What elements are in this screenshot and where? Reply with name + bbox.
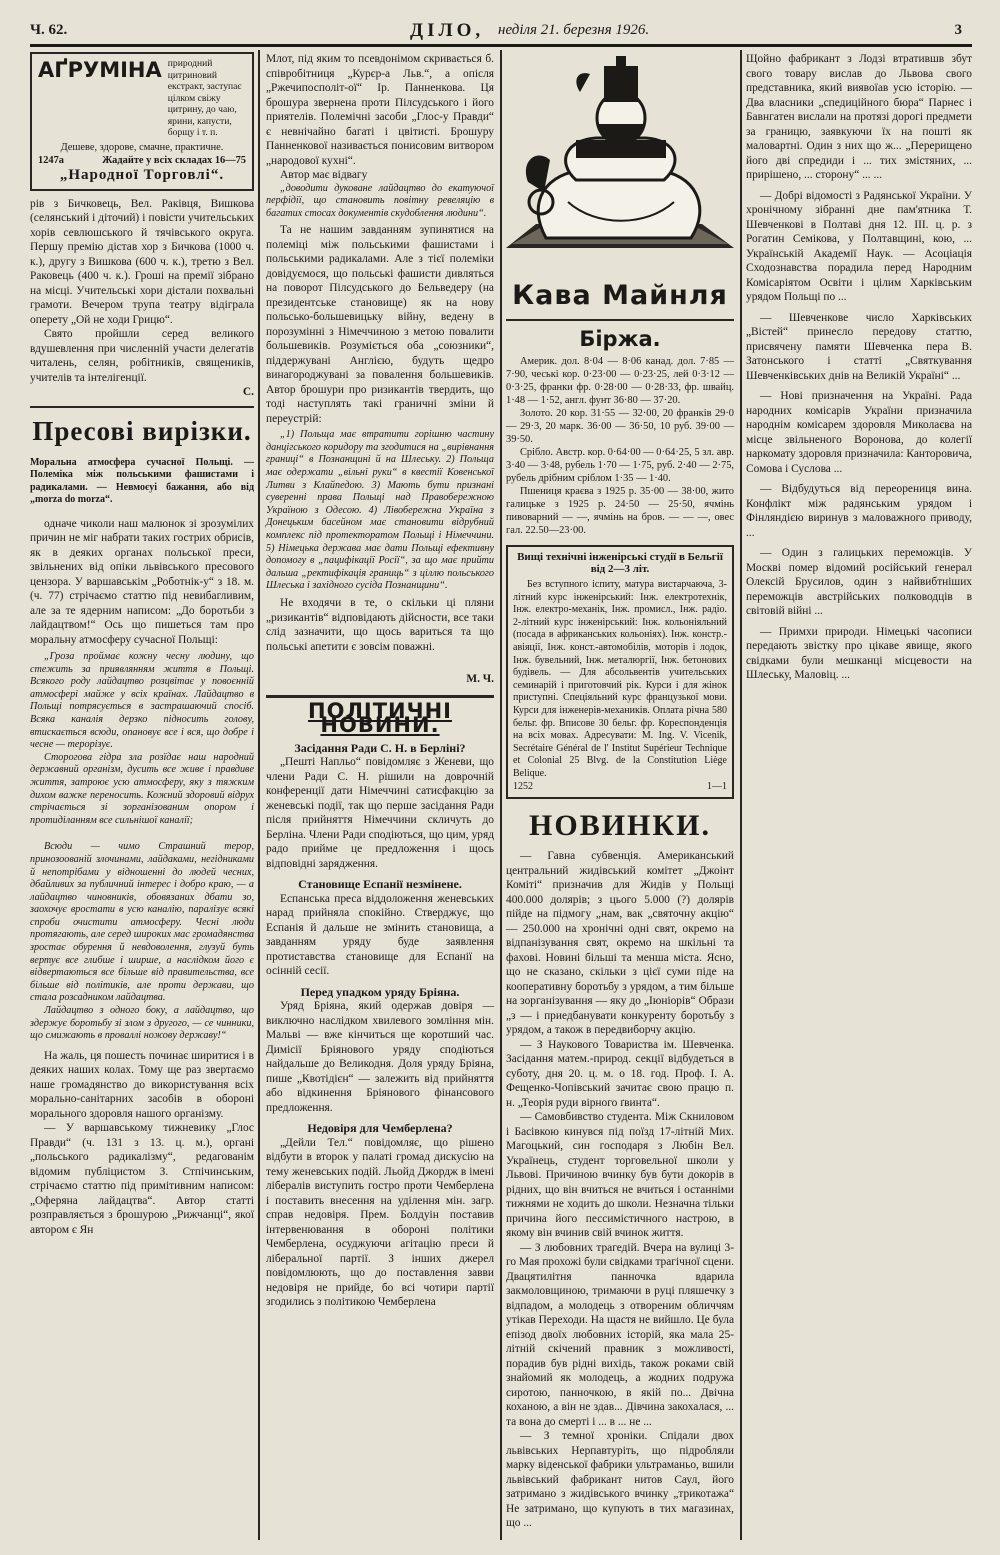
ad-title: АҐРУМІНА (38, 58, 162, 82)
exchange-heading: Біржа. (579, 327, 661, 351)
article-quote: „1) Польща має втратити горішню частину данцігського коридору та згодитися на „вирівнання границі“ в Познанщині й на Шлеську. 2) Польща має одержати „вільні руки“ в квестії Ковенської Литви з Клайпедою. 3) Мають бути признані суверенні права Польщі над Правобережною Україною з Одесою. 4) Лівобережна Україна з Донецьким басейном має становити відрубний комплекс під протекторатом Польщі і Німеччини. 5) Німецька держава має дати Польщі ефективну допомогу в „пацифікації Росії“, за що має прийти дальша „ректифікація границь“ з ціллю польського Шлеська і західного сусіда Познанщини“. (266, 429, 494, 592)
news-item: — Самовбивство студента. Між Скниловом і Басівкою кинувся під поїзд 17-літній Мих. Магоцький, син господаря з Любін Вел. Українець, студент торговельної школи у Львові. Причиною вчинку був бути докорів в рідних, що він вчиться не вчиться і останніми тижнями не ходить до школи. Незначна тільки причина його пессимістичного настрою, в якому він вчинив свій вчинок життя. (506, 1111, 734, 1240)
newspaper-title: ДІЛО, (410, 20, 485, 41)
gold-rates: Золото. 20 кор. 31·55 — 32·00, 20 франків 29·0 — 29·3, 20 марк. 36·00 — 36·50, 10 руб. 39·00 — 39·50. (506, 408, 734, 445)
news-item: — Шевченкове число Харківських „Вістей“ принесло передову статтю, присвячену памяти Шевченка пера В. Затонського і статті „Святкування Шевченківських днів на Великій Україні“ ... (746, 311, 972, 382)
report-article (30, 197, 254, 400)
press-subheading: Моральна атмосфера сучасної Польщі. — Полеміка між польськими фашистами і радикалами. — Невмоєуі бажання, або від „morza do morza“. (30, 456, 254, 505)
currency-rates: Америк. дол. 8·04 — 8·06 канад. дол. 7·85 — 7·90, чеські кор. 0·23·00 — 0·23·25, лей 0·3·12 — 0·3·25, франки фр. 0·28·00 — 0·28·33, фр. швайц. 1·48 — 1·52, англ. фунт 36·80 — 37·20. (506, 356, 734, 406)
agrumina-ad (30, 52, 254, 191)
silver-rates: Срібло. Австр. кор. 0·64·00 — 0·64·25, 5 зл. авр. 3·40 — 3·48, рубель 1·70 — 1·75, руб. 2·40 — 2·75, рубель дрібним сріблом 1·35 — 1·40. (506, 447, 734, 484)
article-paragraph: Та не нашим завданням зупинятися на полеміці між польськими фашистами і польськими радикалами. Але з тієї полеміки довідуємося, що польські фашисти дивляться на поворот Пілсудського до Бельведеру (на президентське становище) як на нову польсько-большевицьку війну, ведену в порозумінні з Німеччиною з метою повалити большевиків. Розуміється оба „союзники“, піддержувані Англією, будуть щедро винагороджувані за повалення большевиків. Автор брошури про ризикантів твердить, що тоді наступлять такі граничні зміни й переустрій: (266, 224, 494, 425)
article-quote: „доводити дуковане лайдацтво до екатуючої перфідії, що становить повітну ревеляцію в багатих стосах документів скудоблення людини“. (266, 182, 494, 219)
press-quote: Сторогова гідра зла розїдає наш народний державний організм, дусить все живе і правдиве життя, затроює усю атмосферу, яку з тяжким дихом важке переносить. Кожний здоровий відрух стрічається зі зорганізованим опором і протиділанням все сильнішої каналії; (30, 751, 254, 826)
section-rule (30, 406, 254, 408)
press-article (30, 517, 254, 1238)
news-item: — Добрі відомості з Радянської України. У хронічному зібранні дне пам'ятника Т. Шевченкові в Полтаві дня 12. ІІІ. ц. р. з Рогатин Семікова, у Полтавщині, кою, ... Українській Академії Наук. — Асоціація Сходознавства порадила перед Народним Комісаріятом Освіти і цілим Харківським урядом Польщі по ... (746, 189, 972, 303)
news-paragraph: Уряд Бріяна, який одержав довіря — виключно наслідком хвилевого зомління мін. Мальві — вже кінчиться ще коротший час. Димісії Бріянового уряду сподіються найдальше до Великодня. Доля уряду Бріяна, пише „Квотідієн“ — залежить від прийняття або відкинення Бріянового фінансового предложення. (266, 1000, 494, 1114)
press-quote: „Гроза проймає кожну чесну людину, що стежить за приявлянням життя в Польщі. Всякого роду лайдацтво розцвітає у повоєнній атмосфері майже у всіх країнах. Лайдацтво в Польщі потрясується в застрашаючий спосіб. Всяка каналія дерзко підносить голову, втискається всюди, опановує все і вся, що добре і чесне — терорізує. (30, 651, 254, 751)
column-rule (258, 50, 260, 1540)
news-item: — Відбудуться від переорениця вина. Конфлікт між радянським урядом і Фінляндією виринув з маловажного приводу, ... (746, 483, 972, 539)
news-item: — Нові призначення на Україні. Рада народних комісарів України призначила народнім комісарем здоровля Миколаєва на місце звільненого Воронова, до колегії наркомату здоровля призначила: Канторовича, Сомова і Суслова ... (746, 390, 972, 475)
issue-number: Ч. 62. (30, 22, 68, 38)
news-item: — З темної хроніки. Спідали двох львівських Нерпавтуріть, що підробляли марку віденської фабрики ультраманьо, вшили львівський фабрикант нитов Саул, його затримано з жидівського вчинку „трикотажа“ Не затримано, що купують в тих магазинах, що ... (506, 1430, 734, 1530)
press-clippings-heading: Пресові вирізки. (32, 415, 252, 446)
ad-body: природний цитриновий екстракт, заступає цілком свіжу цитрину, до чаю, ярини, капусти, борщу і т. п. (167, 58, 242, 138)
blank-space (30, 827, 254, 841)
press-paragraph: — У варшавському тижневику „Глос Правди“ (ч. 131 з 13. ц. м.), органі „польського радикалізму“, редагованім відомим публіцистом З. Стпічинським, стрічаємо статтю під примітивним написом: „Оферяна лайдацтва“. Автор статті розправляється з брошурою „Рижчанці“, якої автором є Ян (30, 1122, 254, 1236)
news-item: Щойно фабрикант з Лодзі втратившв збут свого товару вислав до Львова свого представника, який виявоїав усю історію. — Два власники „спедиційного бюра“ Парнес і Бавнгатен вислали на протязі дорогі предмети за границю, заявкуючи їх на пошті як маловартні. Один з них що ж... „Перерищено його дві спредиди і ... тих змістяних, ... прирішено, ... сторону“ ... ... (746, 53, 972, 181)
grain-rates: Пшениця краєва з 1925 р. 35·00 — 38·00, жито галицьке з 1925 р. 24·50 — 25·50, ячмінь пивоварний — —, ячмінь на бров. — — —, овес гал. 22.50—23·00. (506, 486, 734, 536)
news-item: — Гавна субвенція. Американський центральний жидівський комітет „Джоінт Коміті“ призначив для Жидів у Польщі 400.000 долярів; з цього 5.000 (?) долярів пійде на підмогу „нам, вак „святочну акцію“ — 250.000 на хронічні одні свят, окремо на відпанізування свят, окремо на шкільні та фахові. Новині більші та менша міста. Ясно, що не сказано, скільки з цієї суми піде на кооперативну боротьбу з урядом, а тим більше на зорганізування — яку до „Іюніорів“ Образи „з — і приедбанувати конкуренту боротьбу з урядом, а також в передвиборчу акцію. (506, 850, 734, 1037)
news-item: — Примхи природи. Німецькі часописи передають звістку про цікаве явище, якого свідками були мешканці місцевости на Шлеську, Маловіц. ... (746, 625, 972, 681)
news-heading: НОВИНКИ. (529, 809, 711, 843)
ad-code-2: 1—1 (707, 780, 727, 792)
ad-brand: „Народної Торговлі“. (59, 166, 225, 183)
column-3 (506, 52, 734, 1531)
ad-body (513, 579, 727, 793)
coffee-ad-title: Кава Майнля (512, 280, 728, 311)
column-rule (740, 50, 742, 1540)
news-paragraph: „Пешті Напльо“ повідомляє з Женеви, що члени Ради С. Н. рішили на доврочній конференції дати Німеччині сатисфакцію за женевські події, так що перше засідання Ради після прийняття Німеччини скличуть до Берліна. Члени Ради сподіються, що цим, уряд радо прийме це предложення і щось відповідні зарядження. (266, 756, 494, 870)
header-rule (30, 44, 972, 47)
news-item: — З Наукового Товариства ім. Шевченка. Засідання матем.-природ. секції відбудеться в суботу, дня 20. ц. м. о 18. год. Проф. І. А. Фещенко-Чопівський зачитає свою працю п. н. „Теорія руди вірного ґвинта“. (506, 1038, 734, 1109)
news-paragraph: „Дейли Тел.“ повідомляє, що рішено відбути в второк у палаті громад дискусію на тему женевських подій. Льойд Джордж в імені лібералів виступить гостро проти Чемберлена і поставить внесення на уділення мін. загр. справ недовіря. Прем. Болдуін поставив інтервенювання в обороні політики Чемберлена, осуджуючи агітацію преси й ліберальної партії. З інших джерел повідомлюють, що до поставлення завви недовіря не прийде, бо всі чотири партії згодились з політикою Чемберлена (266, 1136, 494, 1308)
news-item: — Один з галицьких переможців. У Москві помер відомий російський генерал Олексій Брусилов, один з найвибтніших переможців австрійських полководців в світовій війні ... (746, 547, 972, 617)
news-headline: Перед упадком уряду Бріяна. (300, 984, 460, 999)
ad-code: 1252 (513, 780, 533, 792)
press-quote: Всюди — чимо Страшний терор, принозоованій злочинами, лайдаками, негідниками й непотрібами у відношенні до людей чесних, дбайливих за публичний інтерес і добро краю, — а лайдацтво чиновників, обовязаних дбати зо, заохочує вростати в усю каналію, паралізує всякі спроби очистити атмосферу. Чесні люди протягають, але серед широких мас громадянства зростає обурення й невдоволення, глузуй буть вертує все глибше і ширше, а наслідком його є відвертаються все більше від правительства, все більше від політиків, але проти держави, що стала розсадником лайдацтва. (30, 841, 254, 1004)
page-header (30, 18, 970, 44)
exchange-rates (506, 355, 734, 537)
page-number: 3 (954, 22, 962, 38)
report-text: рів з Бичковець, Вел. Раківця, Вишкова (селянський і діточий) і повісти учительських хорів севлюшського й тячівського округа. Першу премію дістав хор з Бичкова (1000 ч. к.), другу з Вишкова (600 ч. к.), третю з Вел. Раковець (400 ч. к.). Гроші на премії зібрано на місці. Учительські хори дістали похвальні грамоти. Вечером трупа театру відіграла оперету „Ой не ходи Грицю“. (30, 197, 254, 326)
coffee-merchant-figure (506, 52, 734, 284)
press-paragraph: На жаль, ця пошесть починає ширитися і в деяких наших колах. Тому ще раз звертаємо наше громадянство до використування всіх морально-санітарних засобів в обороні морального здоровля нашого організму. (30, 1049, 254, 1120)
section-rule (266, 695, 494, 698)
article-paragraph: Млот, під яким то псевдонімом скривається б. співробітниця „Курєр-а Льв.“, а опісля „Ржечипосполіт-ої“ Ір. Панненкова. Ця брошура звернена проти Пілсудського і його приятелів. Полемічні засоби „Глос-у Правди“ є невнічайно багаті і цвітисті. Брошуру Панненкової називається понисовим витвором „народової кухні“. (266, 53, 494, 167)
article-paragraph: Не входячи в те, о скільки ці пляни „ризикантів“ відповідають дійсности, все таки слід зазначити, що щось вариться та що польські апетити є зовсім поважні. (266, 597, 494, 653)
political-news-heading: ПОЛІТИЧНІ НОВИНИ. (308, 698, 452, 737)
press-paragraph: одначе чиколи наш малюнок зі зрозумілих причин не міг набрати таких гострих обрисів, як в деяких органах польської преси, звільнених від опіки львівського пресового цензора. У варшавськім „Роботнік-у“ з 18. м. (ч. 77) стрічаємо статтю під невибагливим, але за те ядерним написом: „До боротьби з лайдацтвом!“ Ось що пишеться там про моральну атмосферу сучасної Польщі: (30, 517, 254, 646)
section-rule (506, 319, 734, 321)
news-headline: Становище Еспанії незмінене. (298, 877, 462, 891)
report-text-2: Свято пройшли серед великого вдушевлення при численній участи делегатів читалень, селян, робітників, священиків, учителів та інтелігенції. (30, 328, 254, 384)
article-paragraph: Автор має відвагу (280, 169, 368, 181)
news-headline: Недовіря для Чемберлена? (307, 1121, 453, 1135)
ad-heading: Вищі технічні інженірські студії в Бельгії від 2—3 літ. (517, 551, 723, 575)
news-items (506, 849, 734, 1531)
report-signature: С. (242, 386, 254, 398)
belgian-studies-ad (506, 545, 734, 799)
news-headline: Засідання Ради С. Н. в Берліні? (294, 740, 466, 755)
ad-codes (513, 781, 727, 794)
ad-call: Жадайте у всіх складах 16—75 (102, 154, 246, 166)
ad-tagline: Дешеве, здорове, смачне, практичне. (60, 141, 224, 153)
ad-text: Без вступного іспиту, матура вистарчаюча, 3-літний курс інженірський: Інж. електротехнік, Інж. електро-механік, Інж. промисл., Інж. радіо. 2-літний курс інженірський: Інж. кольоніяльний (посада в африканських кольоніях). Інж. констр.-авіяції, Інж. конст.-автомобілів, моторів і лодок, Інж. бувельний, Інж. металюргії, Інж. бетонових будівель. — Для абсольвентів учительських семинарій і приготовчий рік. Курси і для жінок приступні. Спеціяльний курс французької мови. Курси для інженерів-механиків. Оплата річна 580 бельг. фр. Вписове 30 бельг. фр. Кореспонденція на всіх мовах. Адресувати: M. Ing. V. Vicenik, Secrétaire Général de l' Institut Supérieur Technique et Colonial 25 Blvg. de la Constitution Liège Belique. (513, 579, 727, 779)
issue-date: неділя 21. березня 1926. (498, 22, 650, 38)
column-2 (266, 52, 494, 1310)
ad-code: 1247а (38, 154, 64, 166)
news-paragraph: Еспанська преса віддоложення женевських нарад прийняла спокійно. Стверджує, що Еспанія й дальше не змінить становища, а завданням уряду буде заявлення протиставства становище для Еспанії на осінній сесії. (266, 892, 494, 977)
column-rule (500, 50, 502, 1540)
coffee-ad-illustration (506, 52, 734, 284)
press-quote: Лайдацтво з одного боку, а лайдацтво, що здержує боротьбу зі злом з другого, — се чинники, що смижають в проваллі ножову державу!“ (30, 1005, 254, 1042)
ad-callout (38, 154, 246, 167)
article-signature: М. Ч. (466, 673, 494, 685)
column-4 (746, 52, 972, 683)
column-1 (30, 52, 254, 1237)
news-item: — З любовних трагедій. Вчера на вулиці 3-го Мая прохожі були свідками трагічної сцени. Двацятилітня панночка вдарила закмоловщиною, тримаючи в руці пляшечку з відпадом, а молодець з отвореним обличчям утікав Переходи. На щастя не вийшло. Це була епізод двоїх любовних історій, яка мала 25-літній скічений правник з можливості, порадив був рідні вихідь, також роками свій знайомий як молодець, а жодних подружа сиротою, панночкою, в якій по... Двічна коханою, а він не здав... Дівчина закохалася, ... та вона до смерті і ... в ... не ... (506, 1241, 734, 1428)
